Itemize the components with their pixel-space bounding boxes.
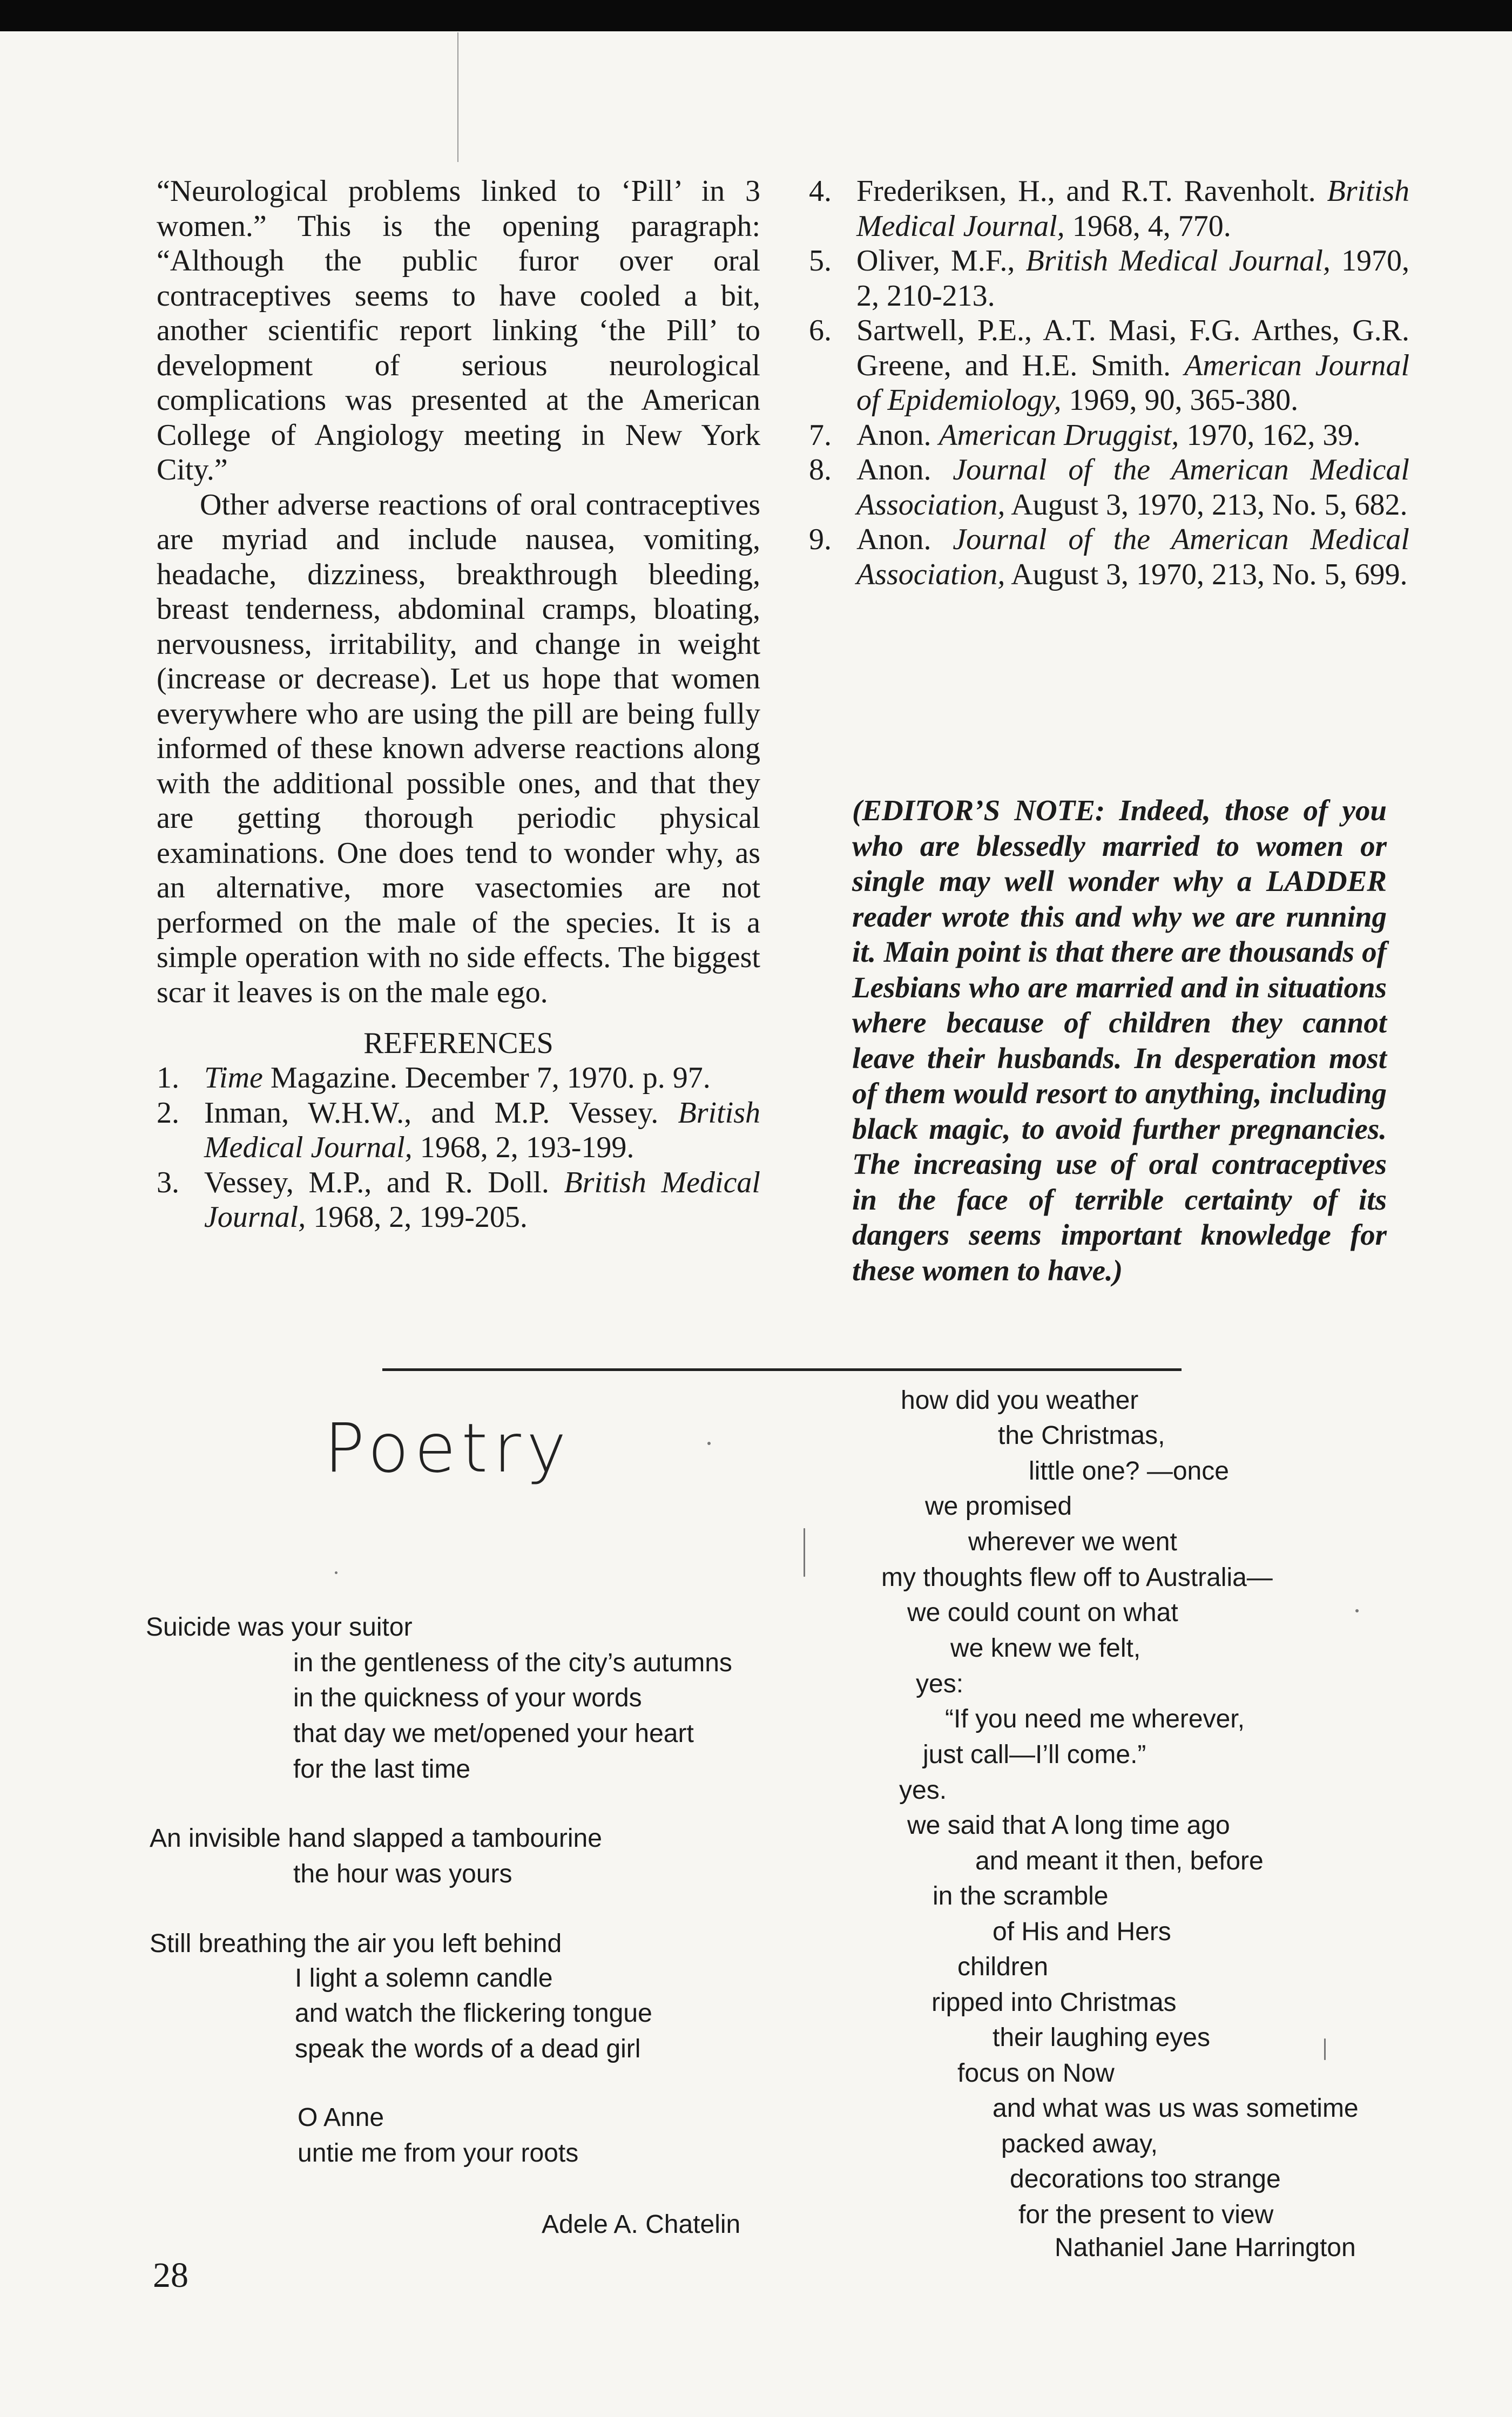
reference-authors: Frederiksen, H., and R.T. Ravenholt.: [856, 174, 1327, 208]
poem-author: Nathaniel Jane Harrington: [1055, 2233, 1356, 2262]
reference-source: Journal of the American Medical Association,: [856, 523, 1409, 591]
poetry-heading: Poetry: [324, 1409, 572, 1488]
poem-line: little one? —once: [1029, 1457, 1229, 1486]
reference-number: 1.: [157, 1061, 179, 1095]
reference-details: Magazine. December 7, 1970. p. 97.: [262, 1061, 711, 1095]
poem-line: in the scramble: [933, 1882, 1109, 1910]
reference-source: American Druggist,: [939, 418, 1179, 452]
poem-line: the hour was yours: [293, 1860, 512, 1888]
reference-authors: Oliver, M.F.,: [856, 244, 1026, 278]
poem-line: of His and Hers: [993, 1918, 1171, 1946]
poem-line: yes:: [916, 1670, 964, 1698]
poem-line: focus on Now: [957, 2059, 1115, 2088]
poem-line: wherever we went: [968, 1528, 1177, 1556]
poem-line: “If you need me wherever,: [945, 1705, 1245, 1733]
reference-authors: Inman, W.H.W., and M.P. Vessey.: [204, 1096, 678, 1130]
reference-authors: Anon.: [856, 523, 953, 556]
reference-number: 3.: [157, 1165, 179, 1199]
poem-line: packed away,: [1001, 2130, 1158, 2158]
article-paragraph-1: “Neurological problems linked to ‘Pill’ in 3 women.” This is the opening paragraph: “Although the public furor over oral contraceptives seems to have cooled a bit, another scientific report linking ‘the Pill’ to development of serious neurological complications was presented at the American College of Angiology meeting in New York City.”: [157, 174, 760, 487]
reference-source: Journal of the American Medical Association,: [856, 453, 1409, 522]
reference-source: British Medical Journal,: [204, 1096, 760, 1164]
reference-number: 7.: [809, 418, 832, 452]
reference-authors: Sartwell, P.E., A.T. Masi, F.G. Arthes, G.R. Greene, and H.E. Smith.: [856, 314, 1409, 382]
poem-line: the Christmas,: [998, 1421, 1165, 1450]
reference-source: British Medical Journal,: [856, 174, 1409, 243]
poem-line: I light a solemn candle: [295, 1964, 553, 1993]
poem-line: and watch the flickering tongue: [295, 1999, 652, 2028]
reference-authors: Anon.: [856, 453, 953, 487]
poem-line: their laughing eyes: [993, 2023, 1210, 2052]
poem-line: ripped into Christmas: [932, 1988, 1177, 2017]
scan-speck: [335, 1571, 338, 1574]
reference-number: 8.: [809, 453, 832, 487]
reference-details: 1969, 90, 365-380.: [1061, 383, 1299, 417]
poem-line: for the last time: [293, 1755, 471, 1784]
poem-line: Suicide was your suitor: [146, 1613, 413, 1642]
poem-line: and meant it then, before: [975, 1847, 1264, 1875]
reference-authors: Anon.: [856, 418, 939, 452]
poem-line: decorations too strange: [1010, 2165, 1281, 2193]
scan-speck: [1324, 2038, 1326, 2060]
reference-details: 1968, 2, 193-199.: [412, 1131, 634, 1164]
reference-details: August 3, 1970, 213, No. 5, 682.: [1005, 488, 1408, 522]
reference-number: 5.: [809, 244, 832, 278]
reference-details: 1970, 2, 210-213.: [856, 244, 1410, 313]
scan-speck: [1355, 1609, 1359, 1612]
scan-speck: [804, 1528, 805, 1577]
poem-line: speak the words of a dead girl: [295, 2035, 641, 2063]
references-heading: REFERENCES: [363, 1027, 554, 1060]
poem-line: and what was us was sometime: [993, 2094, 1359, 2123]
poem-line: for the present to view: [1018, 2200, 1274, 2229]
poem-line: untie me from your roots: [298, 2139, 579, 2168]
poem-author: Adele A. Chatelin: [542, 2210, 741, 2239]
reference-details: August 3, 1970, 213, No. 5, 699.: [1005, 557, 1408, 591]
poem-line: children: [957, 1953, 1049, 1981]
poem-line: my thoughts flew off to Australia—: [881, 1563, 1273, 1592]
reference-source: British Medical Journal,: [1025, 244, 1331, 278]
poem-line: we knew we felt,: [950, 1634, 1141, 1663]
poem-line: we said that A long time ago: [907, 1811, 1230, 1840]
poem-line: that day we met/opened your heart: [293, 1719, 694, 1748]
poem-line: in the gentleness of the city’s autumns: [293, 1649, 732, 1677]
poem-line: O Anne: [298, 2103, 384, 2132]
poem-line: we could count on what: [907, 1598, 1178, 1627]
poem-line: yes.: [899, 1776, 947, 1805]
article-paragraph-2: Other adverse reactions of oral contraceptives are myriad and include nausea, vomiting, headache, dizziness, breakthrough bleeding, breast tenderness, abdominal cramps, bloating, nervousness, irritability, and change in weight (increase or decrease). Let us hope that women everywhere who are using the pill are being fully informed of these known adverse reactions along with the additional possible ones, and that they are getting thorough periodic physical examinations. One does tend to wonder why, as an alternative, more vasectomies are not performed on the male of the species. It is a simple operation with no side effects. The biggest scar it leaves is on the male ego.: [157, 488, 760, 1009]
reference-details: 1968, 4, 770.: [1064, 209, 1231, 243]
poem-line: we promised: [925, 1492, 1072, 1521]
poem-line: just call—I’ll come.”: [923, 1740, 1146, 1769]
reference-number: 9.: [809, 523, 832, 556]
reference-authors: Vessey, M.P., and R. Doll.: [204, 1165, 564, 1199]
reference-number: 2.: [157, 1096, 179, 1130]
reference-number: 6.: [809, 314, 832, 347]
reference-number: 4.: [809, 174, 832, 208]
poem-line: in the quickness of your words: [293, 1684, 642, 1712]
editors-note: (EDITOR’S NOTE: Indeed, those of you who are blessedly married to women or single may well wonder why a LADDER reader wrote this and why we are running it. Main point is that there are thousands of Lesbians who are married and in situations where because of children they cannot leave their husbands. In desperation most of them would resort to anything, including black magic, to avoid further pregnancies. The increasing use of oral contraceptives in the face of terrible certainty of its dangers seems important knowledge for these women to have.): [852, 794, 1387, 1287]
poem-line: Still breathing the air you left behind: [150, 1929, 562, 1958]
reference-source: British Medical Journal,: [204, 1165, 760, 1234]
reference-details: 1970, 162, 39.: [1179, 418, 1361, 452]
scan-speck: [707, 1442, 711, 1445]
poem-line: how did you weather: [901, 1386, 1139, 1415]
reference-details: 1968, 2, 199-205.: [306, 1200, 528, 1234]
reference-source: American Journal of Epidemiology,: [856, 348, 1409, 417]
page-number: 28: [153, 2256, 188, 2295]
reference-source: Time: [204, 1061, 263, 1095]
poem-line: An invisible hand slapped a tambourine: [150, 1824, 602, 1853]
